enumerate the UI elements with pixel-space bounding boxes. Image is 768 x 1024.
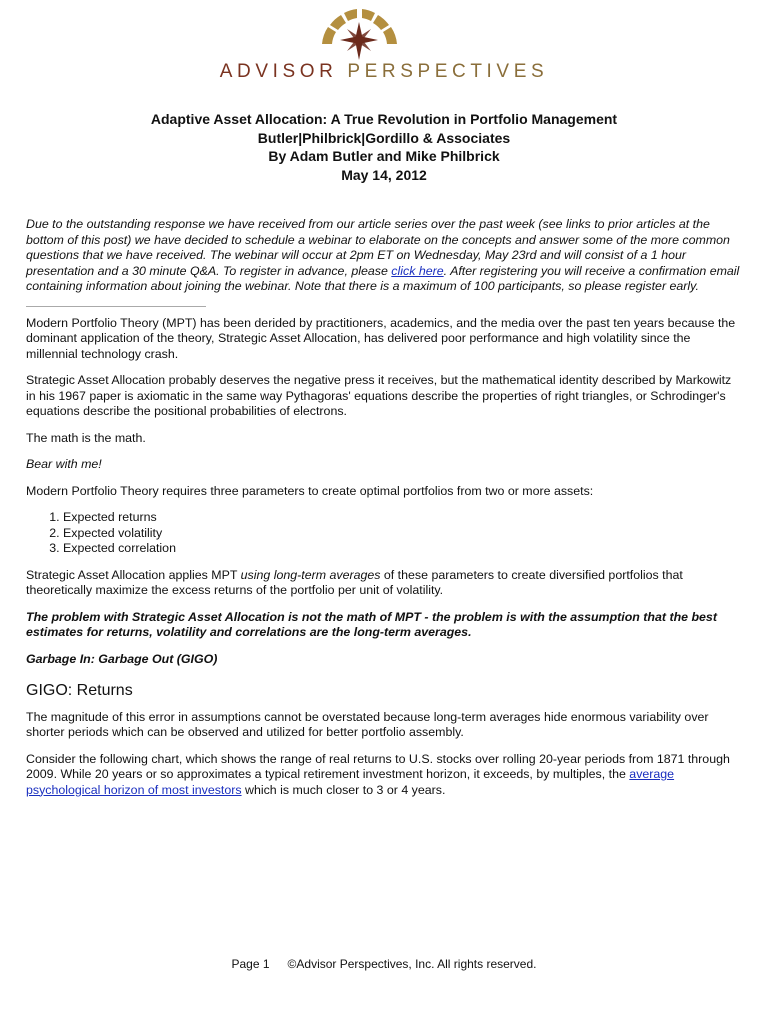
compass-star-icon <box>302 8 466 62</box>
article-header <box>0 110 768 184</box>
intro-text-end: . After registering you will receive a confirmation email containing information about joining the webinar. Note that there is a maximum of 100 participants, so please register early. <box>26 263 740 293</box>
article-date: May 14, 2012 <box>341 166 427 183</box>
section-heading: GIGO: Returns <box>26 682 133 699</box>
paragraph: The math is the math. <box>26 430 146 445</box>
horizon-link[interactable]: average psychological horizon of most investors <box>26 767 675 797</box>
paragraph: Modern Portfolio Theory (MPT) has been derided by practitioners, academics, and the media over the past ten years because the dominant application of the theory, Strategic Asset Allocation, has delivered poor performance and high volatility since the millennial technology crash. <box>26 315 736 361</box>
intro-text: Due to the outstanding response we have received from our article series over the past week (see links to prior articles at the bottom of this post) we have decided to schedule a webinar to elaborate on the concepts and answer some of the more common questions that we have received. The webinar will occur at 2pm ET on Wednesday, May 23rd and will consist of a 1 hour presentation and a 30 minute Q&A. To register in advance, please <box>26 217 730 278</box>
text: which is much closer to 3 or 4 years. <box>241 782 446 797</box>
divider <box>26 306 206 307</box>
logo <box>0 0 768 90</box>
paragraph: Modern Portfolio Theory requires three parameters to create optimal portfolios from two or more assets: <box>26 483 594 498</box>
text: Consider the following chart, which shows the range of real returns to U.S. stocks over rolling 20-year periods from 1871 through 2009. While 20 years or so approximates a typical retirement investment horizon, it exceeds, by multiples, the <box>26 751 730 781</box>
logo-word-perspectives: PERSPECTIVES <box>347 61 549 82</box>
paragraph: The magnitude of this error in assumptions cannot be overstated because long-term averages hide enormous variability over shorter periods which can be observed and utilized for better portfolio assembly. <box>26 709 709 739</box>
register-link[interactable]: click here <box>391 263 444 278</box>
text: of these parameters to create diversified portfolios that theoretically maximize the excess returns of the portfolio per unit of volatility. <box>26 567 683 597</box>
list-item: 3. Expected correlation <box>63 541 744 557</box>
parameter-list <box>26 510 744 557</box>
article-title: Adaptive Asset Allocation: A True Revolution in Portfolio Management <box>150 111 618 127</box>
list-item: 1. Expected returns <box>63 510 744 526</box>
paragraph-emphasis: Bear with me! <box>26 457 102 471</box>
copyright: ©Advisor Perspectives, Inc. All rights reserved. <box>287 957 537 971</box>
article-body <box>26 217 744 809</box>
gigo-label: Garbage In: Garbage Out (GIGO) <box>26 651 218 666</box>
paragraph <box>26 752 744 799</box>
key-statement: The problem with Strategic Asset Allocation is not the math of MPT - the problem is with the assumption that the best estimates for returns, volatility and correlations are the long-term averages. <box>26 609 717 639</box>
paragraph <box>26 568 744 599</box>
article-firm: Butler|Philbrick|Gordillo & Associates <box>257 129 511 146</box>
page-number: Page 1 <box>231 957 270 971</box>
paragraph: Strategic Asset Allocation probably deserves the negative press it receives, but the mathematical identity described by Markowitz in his 1967 paper is axiomatic in the same way Pythagoras' equations describe the properties of right triangles, or Schrodinger's equations describe the positional probabilities of electrons. <box>26 373 732 418</box>
list-item: 2. Expected volatility <box>63 526 744 542</box>
logo-wordmark <box>0 61 768 83</box>
article-authors: By Adam Butler and Mike Philbrick <box>268 148 500 164</box>
intro-paragraph <box>26 217 744 295</box>
page-footer <box>0 957 768 971</box>
text-emphasis: using long-term averages <box>240 567 381 582</box>
text: Strategic Asset Allocation applies MPT <box>26 567 241 582</box>
logo-word-advisor: ADVISOR <box>219 61 338 82</box>
